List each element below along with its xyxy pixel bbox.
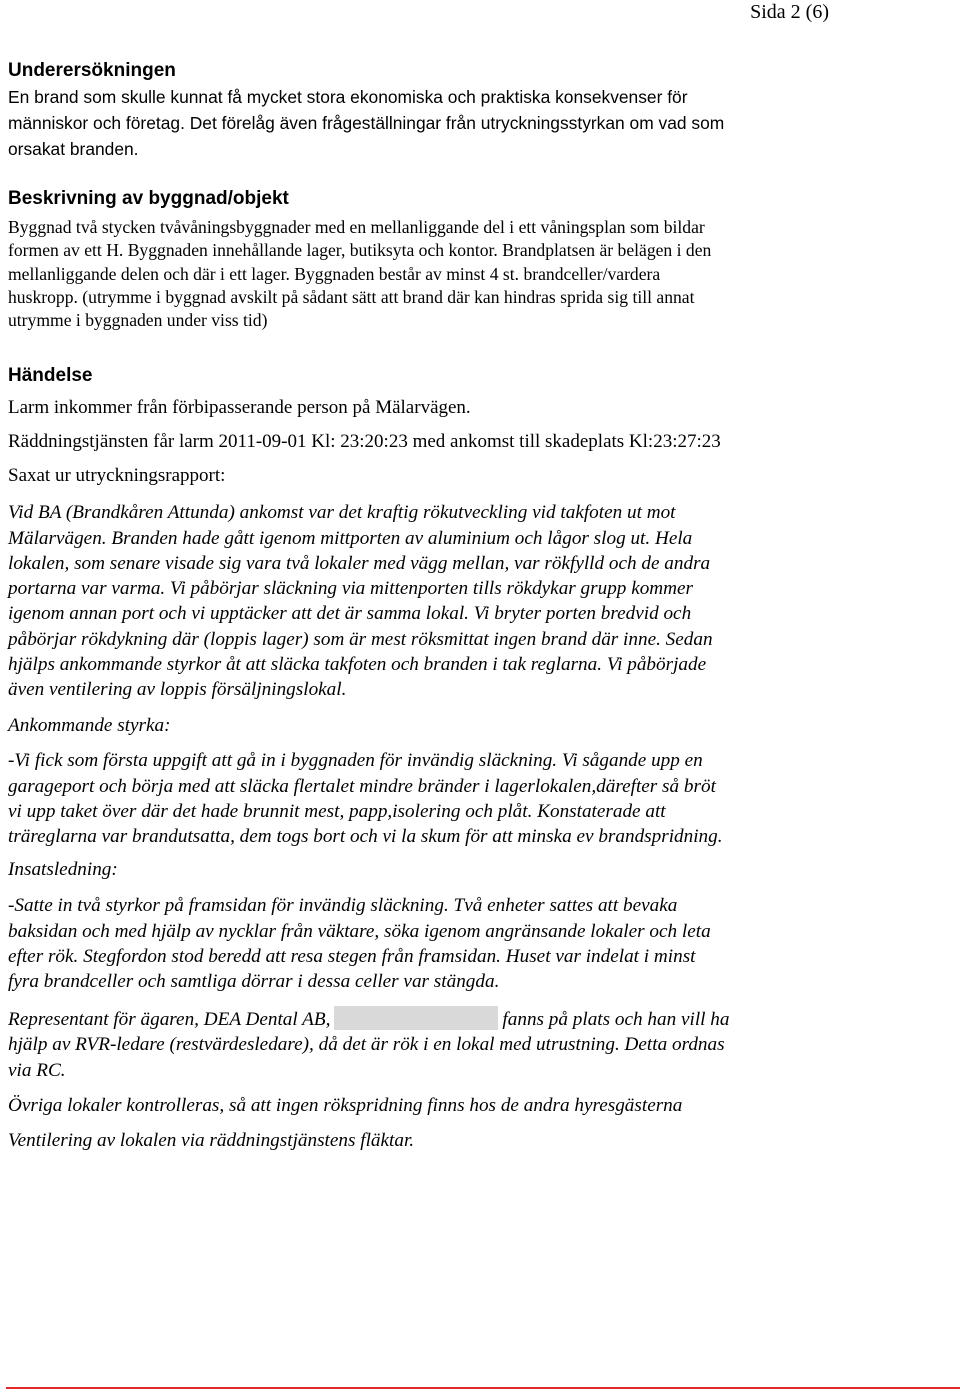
rapport-paragraph-4 — [8, 1006, 948, 1083]
text-line: via RC. — [8, 1059, 66, 1081]
paragraph-beskrivning — [8, 216, 948, 332]
rapport-paragraph-3 — [8, 893, 948, 994]
text-line: En brand som skulle kunnat få mycket stora ekonomiska och praktiska konsekvenser för — [8, 87, 688, 107]
text-line: -Vi fick som första uppgift att gå in i byggnaden för invändig släckning. Vi sågande upp en — [8, 750, 703, 772]
ovriga-lokaler-text: Övriga lokaler kontrolleras, så att ingen rökspridning finns hos de andra hyresgästerna — [8, 1094, 683, 1116]
text-line: Mälarvägen. Branden hade gått igenom mittporten av aluminium och lågor slog ut. Hela — [8, 527, 693, 549]
tider-text: Räddningstjänsten får larm 2011-09-01 Kl: 23:20:23 med ankomst till skadeplats Kl:23:27:23 — [8, 431, 721, 453]
redacted-name-box — [334, 1006, 498, 1030]
text-line: lokalen, som senare visade sig vara två lokaler med vägg mellan, var rökfylld och de andra — [8, 552, 711, 574]
text-line: vi upp taket över där det hade brunnit mest, papp,isolering och plåt. Konstaterade att — [8, 800, 666, 822]
heading-beskrivning: Beskrivning av byggnad/objekt — [8, 188, 289, 209]
text-line: även ventilering av loppis försäljningslokal. — [8, 678, 347, 700]
text-line: Vid BA (Brandkåren Attunda) ankomst var det kraftig rökutveckling vid takfoten ut mot — [8, 502, 676, 524]
text-line: portarna var varma. Vi påbörjar släckning via mittenporten tills rökdykar grupp kommer — [8, 578, 693, 600]
text-line: garageport och börja med att släcka flertalet mindre bränder i lagerlokalen,därefter så bröt — [8, 775, 716, 797]
text-line: formen av ett H. Byggnaden innehållande lager, butiksyta och kontor. Brandplatsen är belägen i den — [8, 240, 712, 261]
ankommande-label: Ankommande styrka: — [8, 715, 171, 737]
text-line: -Satte in två styrkor på framsidan för invändig släckning. Två enheter sattes att bevaka — [8, 895, 678, 917]
representant-text: Representant för ägaren, DEA Dental AB, — [8, 1009, 331, 1031]
text-line: huskropp. (utrymme i byggnad avskilt på sådant sätt att brand där kan hindras sprida sig till annat — [8, 286, 695, 307]
text-line: Byggnad två stycken tvåvåningsbyggnader med en mellanliggande del i ett våningsplan som bildar — [8, 217, 705, 237]
text-line: baksidan och med hjälp av nycklar från väktare, söka igenom angränsande lokaler och leta — [8, 920, 711, 942]
text-line: efter rök. Stegfordon stod beredd att resa stegen från framsidan. Huset var indelat i minst — [8, 945, 696, 967]
text-line: människor och företag. Det förelåg även frågeställningar från utryckningsstyrkan om vad som — [8, 113, 725, 133]
rapport-paragraph-1 — [8, 500, 948, 702]
heading-handelse: Händelse — [8, 365, 93, 387]
saxat-text: Saxat ur utryckningsrapport: — [8, 465, 226, 487]
ventilering-text: Ventilering av lokalen via räddningstjänstens fläktar. — [8, 1129, 415, 1151]
document-content — [8, 58, 948, 1153]
text-line: mellanliggande delen och där i ett lager. Byggnaden består av minst 4 st. brandceller/vardera — [8, 263, 661, 284]
text-line: fyra brandceller och samtliga dörrar i dessa celler var stängda. — [8, 970, 500, 992]
text-line: utrymme i byggnaden under viss tid) — [8, 310, 268, 331]
heading-undersokning: Underersökningen — [8, 60, 176, 81]
text-line: påbörjar rökdykning där (loppis lager) som är mest röksmittat ingen brand där inne. Sedan — [8, 628, 713, 650]
text-line: igenom annan port och vi upptäcker att det är samma lokal. Vi bryter porten bredvid och — [8, 603, 692, 625]
paragraph-undersokning — [8, 84, 948, 162]
fanns-text: fanns på plats och han vill ha — [502, 1009, 730, 1031]
larm-text: Larm inkommer från förbipasserande person på Mälarvägen. — [8, 397, 471, 419]
text-line: träreglarna var brandutsatta, dem togs bort och vi la skum för att minska ev brandspridning. — [8, 825, 723, 847]
text-line — [8, 1006, 948, 1032]
text-line: hjälps ankommande styrkor åt att släcka takfoten och branden i tak reglarna. Vi påbörjade — [8, 653, 707, 675]
text-line: orsakat branden. — [8, 139, 139, 159]
page-number: Sida 2 (6) — [750, 1, 829, 23]
rapport-paragraph-2 — [8, 748, 948, 849]
footer-rule — [6, 1387, 960, 1389]
text-line: hjälp av RVR-ledare (restvärdesledare), då det är rök i en lokal med utrustning. Detta ordnas — [8, 1034, 725, 1056]
insatsledning-label: Insatsledning: — [8, 859, 118, 881]
